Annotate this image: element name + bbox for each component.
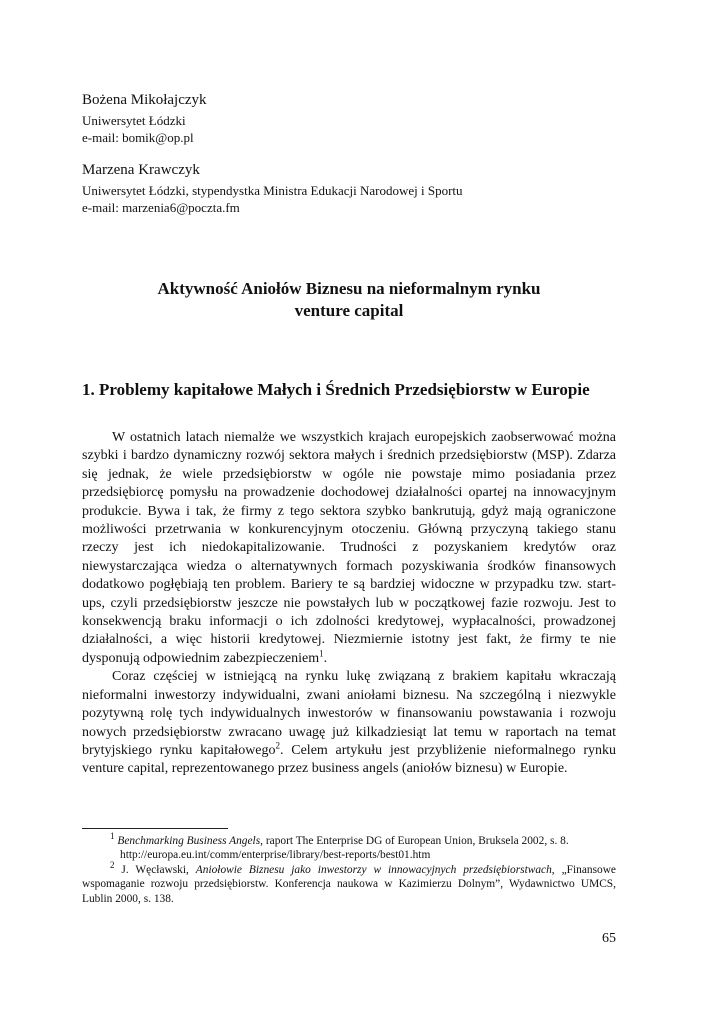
- author-1-email: e-mail: bomik@op.pl: [82, 130, 194, 145]
- body-text: [82, 429, 616, 779]
- paper-title-line-1: Aktywność Aniołów Biznesu na nieformalnym rynku: [157, 279, 541, 298]
- page-number: 65: [602, 931, 616, 946]
- footnote-1-number: 1: [110, 831, 115, 842]
- paragraph-2-tail: . Celem artykułu jest przybliżenie nieformalnego rynku venture capital, reprezentowanego przez business angels (aniołów biznesu) w Europie.: [82, 742, 617, 777]
- footnote-1: [82, 831, 616, 848]
- paper-title-line-2: venture capital: [294, 301, 404, 320]
- paragraph-1: [82, 429, 616, 668]
- paragraph-2: [82, 668, 616, 778]
- footnote-2-number: 2: [110, 860, 115, 871]
- paragraph-1-text: W ostatnich latach niemalże we wszystkich krajach europejskich zaobserwować można szybki i bardzo dynamiczny rozwój sektora małych i średnich przedsiębiorstw (MSP). Zdarza się jednak, że wiele przedsiębiorstw w ogóle nie powstaje mimo posiadania przez przedsiębiorcę pomysłu na prowadzenie dochodowej działalności opartej na innowacyjnym produkcie. Bywa i tak, że firmy z tego sektora szybko bankrutują, gdyż mają ograniczone możliwości przetrwania w konkurencyjnym otoczeniu. Główną przyczyną takiego stanu rzeczy jest ich niedokapitalizowanie. Trudności z pozyskaniem kredytów oraz niewystarczająca wiedza o alternatywnych formach pozyskiwania środków finansowych dodatkowo pogłębiają ten problem. Bariery te są bardziej widoczne w przypadku tzw. start-ups, czyli przedsiębiorstw jeszcze nie powstałych lub w początkowej fazie rozwoju. Jest to konsekwencją braku informacji o ich zdolności kredytowej, wypłacalności, prowadzonej działalności, a więc historii kredytowej. Niezmiernie istotny jest fakt, że firmy te nie dysponują odpowiednim zabezpieczeniem: [82, 430, 616, 666]
- footnote-ref-1: 1: [319, 648, 324, 659]
- author-2-email: e-mail: marzenia6@poczta.fm: [82, 200, 240, 215]
- footnotes: [82, 831, 616, 906]
- footnote-2-author: J. Węcławski,: [121, 863, 196, 876]
- footnote-2: [82, 860, 616, 906]
- footnote-separator: [82, 828, 228, 829]
- section-heading: 1. Problemy kapitałowe Małych i Średnich Przedsiębiorstw w Europie: [82, 380, 590, 399]
- footnote-1-rest: , raport The Enterprise DG of European Union, Bruksela 2002, s. 8.: [260, 835, 569, 847]
- footnote-1-url: http://europa.eu.int/comm/enterprise/library/best-reports/best01.htm: [120, 849, 431, 862]
- author-2-name: Marzena Krawczyk: [82, 162, 200, 178]
- paragraph-1-tail: .: [323, 650, 328, 666]
- author-1-affiliation: Uniwersytet Łódzki: [82, 113, 186, 128]
- footnote-2-title: Aniołowie Biznesu jako inwestorzy w innowacyjnych przedsiębiorstwach: [195, 863, 552, 876]
- footnote-ref-2: 2: [275, 740, 281, 751]
- author-1-name: Bożena Mikołajczyk: [82, 92, 207, 108]
- footnote-1-title: Benchmarking Business Angels: [117, 835, 261, 847]
- footnote-2-rest: , „Finansowe wspomaganie rozwoju przedsiębiorstw. Konferencja naukowa w Kazimierzu Dolnym”, Wydawnictwo UMCS, Lublin 2000, s. 138.: [82, 863, 616, 905]
- author-2-affiliation: Uniwersytet Łódzki, stypendystka Ministra Edukacji Narodowej i Sportu: [82, 183, 463, 198]
- paragraph-2-text: Coraz częściej w istniejącą na rynku lukę związaną z brakiem kapitału wkraczają nieformalni inwestorzy indywidualni, zwani aniołami biznesu. Na szczególną i niezwykle pozytywną rolę tych indywidualnych inwestorów w finansowaniu powstawania i rozwoju nowych przedsiębiorstw zwracano uwagę już kilkadziesiąt lat temu w raportach na temat brytyjskiego rynku kapitałowego: [82, 669, 616, 758]
